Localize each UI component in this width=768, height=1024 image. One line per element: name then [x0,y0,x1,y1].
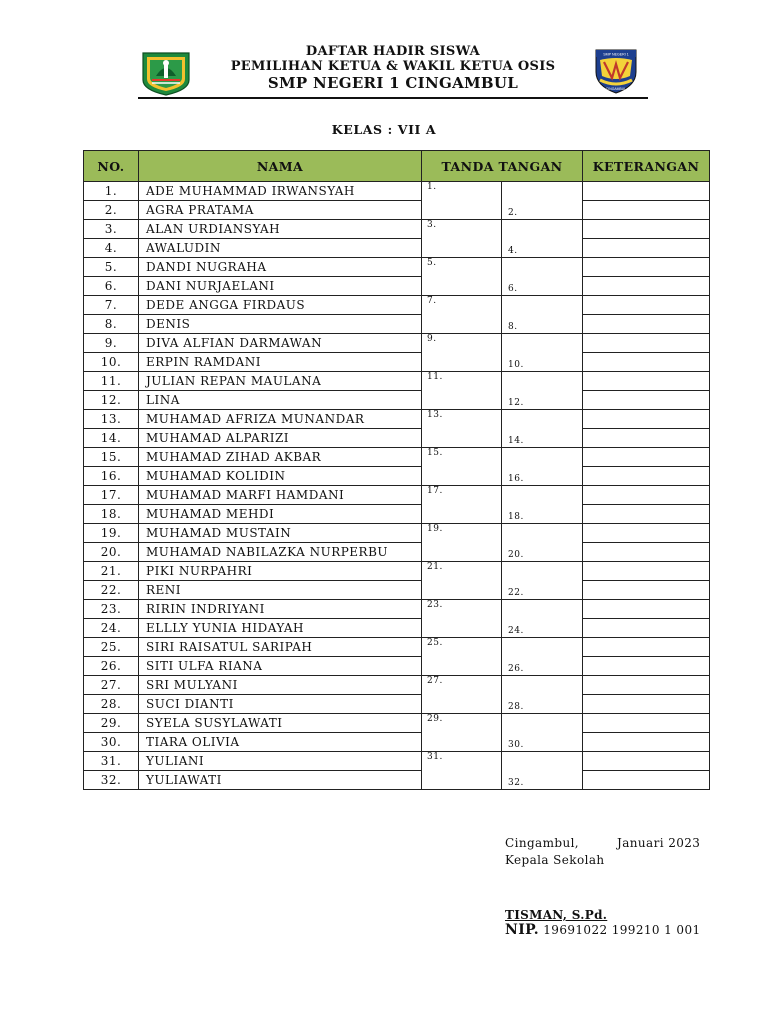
keterangan-cell[interactable] [583,448,710,467]
table-body [84,182,710,790]
table-row [84,410,710,429]
row-number: 23. [84,600,139,619]
student-name: YULIAWATI [139,771,422,790]
signature-cell-even[interactable]: 2. [502,182,583,220]
keterangan-cell[interactable] [583,258,710,277]
student-name: SYELA SUSYLAWATI [139,714,422,733]
signature-cell-even[interactable]: 24. [502,600,583,638]
keterangan-cell[interactable] [583,353,710,372]
student-name: MUHAMAD AFRIZA MUNANDAR [139,410,422,429]
student-name: ELLLY YUNIA HIDAYAH [139,619,422,638]
row-number: 3. [84,220,139,239]
table-row [84,543,710,562]
table-row [84,638,710,657]
student-name: DENIS [139,315,422,334]
table-row [84,258,710,277]
student-name: AGRA PRATAMA [139,201,422,220]
row-number: 21. [84,562,139,581]
student-name: LINA [139,391,422,410]
row-number: 11. [84,372,139,391]
table-row [84,467,710,486]
row-number: 14. [84,429,139,448]
keterangan-cell[interactable] [583,467,710,486]
signature-cell-odd[interactable]: 27. [422,676,502,714]
class-label: KELAS : VII A [331,122,437,137]
student-name: MUHAMAD ZIHAD AKBAR [139,448,422,467]
table-row [84,220,710,239]
signature-cell-odd[interactable]: 23. [422,600,502,638]
attendance-table [83,150,710,790]
signature-cell-odd[interactable]: 11. [422,372,502,410]
row-number: 19. [84,524,139,543]
signature-cell-even[interactable]: 26. [502,638,583,676]
keterangan-cell[interactable] [583,714,710,733]
student-name: DANDI NUGRAHA [139,258,422,277]
row-number: 24. [84,619,139,638]
row-number: 28. [84,695,139,714]
keterangan-cell[interactable] [583,182,710,201]
table-row [84,296,710,315]
column-header-keterangan: KETERANGAN [583,151,710,182]
regency-emblem-logo [140,50,192,96]
row-number: 1. [84,182,139,201]
document-header [200,45,586,92]
keterangan-cell[interactable] [583,410,710,429]
table-row [84,752,710,771]
keterangan-cell[interactable] [583,220,710,239]
keterangan-cell[interactable] [583,296,710,315]
crest-top-text: SMP NEGERI 1 [603,52,629,57]
signature-cell-odd[interactable]: 19. [422,524,502,562]
signature-cell-odd[interactable]: 13. [422,410,502,448]
signature-cell-even[interactable]: 14. [502,410,583,448]
column-header-nama: NAMA [139,151,422,182]
keterangan-cell[interactable] [583,619,710,638]
keterangan-cell[interactable] [583,562,710,581]
table-row [84,429,710,448]
row-number: 6. [84,277,139,296]
table-row [84,619,710,638]
table-row [84,695,710,714]
signature-cell-even[interactable]: 6. [502,258,583,296]
signature-cell-even[interactable]: 32. [502,752,583,790]
date-text: Januari 2023 [617,836,701,850]
keterangan-cell[interactable] [583,486,710,505]
signature-cell-even[interactable]: 8. [502,296,583,334]
student-name: MUHAMAD ALPARIZI [139,429,422,448]
student-name: RIRIN INDRIYANI [139,600,422,619]
table-row [84,581,710,600]
school-crest-logo [590,46,642,96]
principal-name: TISMAN, S.Pd. [505,908,608,922]
header-title-line2: PEMILIHAN KETUA & WAKIL KETUA OSIS [230,59,556,74]
signature-cell-odd[interactable]: 15. [422,448,502,486]
table-row [84,505,710,524]
student-name: SUCI DIANTI [139,695,422,714]
signature-cell-even[interactable]: 16. [502,448,583,486]
table-header-row [84,151,710,182]
student-name: AWALUDIN [139,239,422,258]
student-name: JULIAN REPAN MAULANA [139,372,422,391]
table-row [84,334,710,353]
signature-cell-odd[interactable]: 5. [422,258,502,296]
keterangan-cell[interactable] [583,201,710,220]
row-number: 4. [84,239,139,258]
row-number: 31. [84,752,139,771]
header-title-line1: DAFTAR HADIR SISWA [305,44,481,59]
row-number: 26. [84,657,139,676]
nip-label: NIP. [505,922,540,938]
row-number: 17. [84,486,139,505]
principal-nip [505,922,701,938]
keterangan-cell[interactable] [583,505,710,524]
column-header-tanda-tangan: TANDA TANGAN [422,151,583,182]
row-number: 32. [84,771,139,790]
row-number: 30. [84,733,139,752]
table-row [84,486,710,505]
signature-cell-odd[interactable]: 7. [422,296,502,334]
signature-cell-odd[interactable]: 1. [422,182,502,220]
student-name: MUHAMAD NABILAZKA NURPERBU [139,543,422,562]
table-row [84,448,710,467]
header-divider [138,97,648,99]
keterangan-cell[interactable] [583,334,710,353]
student-name: RENI [139,581,422,600]
student-name: MUHAMAD MEHDI [139,505,422,524]
signature-cell-even[interactable]: 20. [502,524,583,562]
student-name: MUHAMAD MARFI HAMDANI [139,486,422,505]
student-name: SIRI RAISATUL SARIPAH [139,638,422,657]
keterangan-cell[interactable] [583,543,710,562]
table-row [84,676,710,695]
signature-cell-odd[interactable]: 21. [422,562,502,600]
keterangan-cell[interactable] [583,391,710,410]
signature-cell-even[interactable]: 12. [502,372,583,410]
role-text: Kepala Sekolah [505,853,605,867]
student-name: TIARA OLIVIA [139,733,422,752]
table-row [84,182,710,201]
keterangan-cell[interactable] [583,676,710,695]
table-row [84,201,710,220]
table-row [84,524,710,543]
signature-cell-odd[interactable]: 31. [422,752,502,790]
student-name: MUHAMAD MUSTAIN [139,524,422,543]
student-name: SITI ULFA RIANA [139,657,422,676]
row-number: 2. [84,201,139,220]
crest-bottom-text: CINGAMBUL [605,87,627,91]
row-number: 29. [84,714,139,733]
row-number: 22. [84,581,139,600]
column-header-no: NO. [84,151,139,182]
row-number: 27. [84,676,139,695]
table-row [84,372,710,391]
signature-cell-odd[interactable]: 3. [422,220,502,258]
table-row [84,733,710,752]
keterangan-cell[interactable] [583,524,710,543]
signature-cell-odd[interactable]: 25. [422,638,502,676]
signature-block [505,835,700,869]
row-number: 9. [84,334,139,353]
keterangan-cell[interactable] [583,638,710,657]
student-name: ADE MUHAMMAD IRWANSYAH [139,182,422,201]
keterangan-cell[interactable] [583,733,710,752]
signature-cell-odd[interactable]: 29. [422,714,502,752]
keterangan-cell[interactable] [583,581,710,600]
keterangan-cell[interactable] [583,752,710,771]
keterangan-cell[interactable] [583,771,710,790]
signature-cell-even[interactable]: 28. [502,676,583,714]
keterangan-cell[interactable] [583,315,710,334]
table-row [84,600,710,619]
place-date-line [505,835,700,852]
table-row [84,562,710,581]
row-number: 15. [84,448,139,467]
place-text: Cingambul, [505,836,580,850]
student-name: DANI NURJAELANI [139,277,422,296]
student-name: MUHAMAD KOLIDIN [139,467,422,486]
row-number: 16. [84,467,139,486]
student-name: ERPIN RAMDANI [139,353,422,372]
signature-cell-even[interactable]: 18. [502,486,583,524]
row-number: 8. [84,315,139,334]
signature-cell-odd[interactable]: 17. [422,486,502,524]
keterangan-cell[interactable] [583,239,710,258]
row-number: 20. [84,543,139,562]
table-row [84,315,710,334]
keterangan-cell[interactable] [583,695,710,714]
row-number: 12. [84,391,139,410]
signature-cell-even[interactable]: 10. [502,334,583,372]
student-name: DEDE ANGGA FIRDAUS [139,296,422,315]
row-number: 7. [84,296,139,315]
student-name: ALAN URDIANSYAH [139,220,422,239]
keterangan-cell[interactable] [583,372,710,391]
signature-cell-odd[interactable]: 9. [422,334,502,372]
student-name: YULIANI [139,752,422,771]
keterangan-cell[interactable] [583,277,710,296]
signature-cell-even[interactable]: 4. [502,220,583,258]
keterangan-cell[interactable] [583,600,710,619]
nip-value: 19691022 199210 1 001 [543,923,701,937]
row-number: 13. [84,410,139,429]
table-row [84,391,710,410]
row-number: 5. [84,258,139,277]
table-row [84,239,710,258]
table-row [84,353,710,372]
student-name: DIVA ALFIAN DARMAWAN [139,334,422,353]
table-row [84,714,710,733]
signature-cell-even[interactable]: 30. [502,714,583,752]
student-name: PIKI NURPAHRI [139,562,422,581]
school-name: SMP NEGERI 1 CINGAMBUL [267,74,519,92]
table-row [84,277,710,296]
signature-cell-even[interactable]: 22. [502,562,583,600]
row-number: 25. [84,638,139,657]
table-row [84,657,710,676]
student-name: SRI MULYANI [139,676,422,695]
table-row [84,771,710,790]
keterangan-cell[interactable] [583,657,710,676]
row-number: 10. [84,353,139,372]
row-number: 18. [84,505,139,524]
keterangan-cell[interactable] [583,429,710,448]
